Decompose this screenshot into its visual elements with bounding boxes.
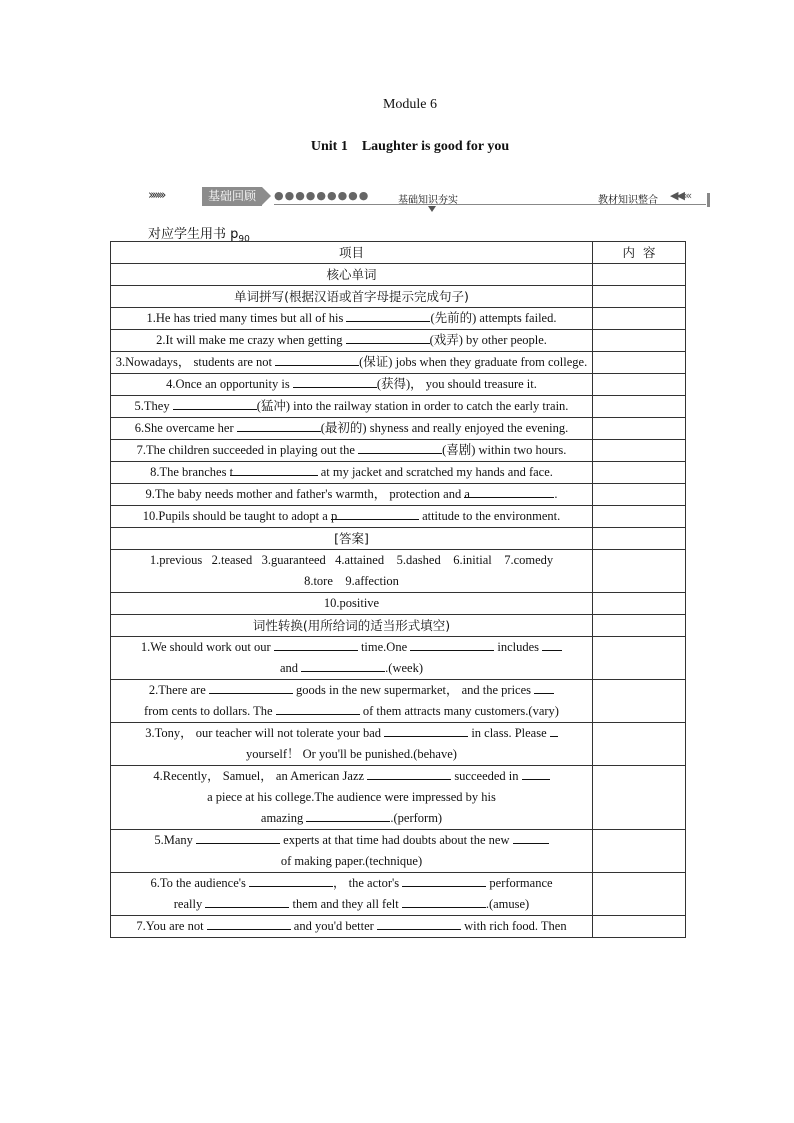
section-row (111, 264, 686, 286)
content-cell[interactable] (593, 374, 686, 396)
chevrons-icon: ››››››› (148, 188, 164, 203)
banner-end-bar (707, 193, 710, 207)
content-cell[interactable] (593, 418, 686, 440)
question-cell: 3.Nowadays， students are not (保证) jobs when they graduate from college. (111, 352, 593, 374)
content-cell[interactable] (593, 352, 686, 374)
question-cell: 2.There are goods in the new supermarket， and the prices from cents to dollars. The of them attracts many customers.(vary) (111, 680, 593, 723)
content-cell[interactable] (593, 830, 686, 873)
content-cell[interactable] (593, 330, 686, 352)
question-cell: 10.Pupils should be taught to adopt a p attitude to the environment. (111, 506, 593, 528)
book-reference: 对应学生用书 $p_{90}$ (148, 227, 250, 245)
table-row (111, 418, 686, 440)
question-cell: 4.Once an opportunity is (获得)， you should treasure it. (111, 374, 593, 396)
table-row (111, 637, 686, 680)
table-row (111, 680, 686, 723)
content-cell[interactable] (593, 916, 686, 938)
module-title: Module 6 (382, 97, 438, 112)
banner-tag: 基础回顾 (202, 187, 262, 206)
question-cell: 6.To the audience's ， the actor's performance really them and they all felt .(amuse) (111, 873, 593, 916)
col-item-header: 项目 (111, 242, 593, 264)
subsection-title: 词性转换(用所给词的适当形式填空) (111, 615, 593, 637)
table-row (111, 308, 686, 330)
col-content-header: 内 容 (593, 242, 686, 264)
table-header-row (111, 242, 686, 264)
triangle-down-icon (428, 206, 436, 212)
content-cell[interactable] (593, 308, 686, 330)
table-row (111, 396, 686, 418)
table-row (111, 766, 686, 830)
question-cell: 6.She overcame her (最初的) shyness and really enjoyed the evening. (111, 418, 593, 440)
table-row (111, 916, 686, 938)
content-cell[interactable] (593, 637, 686, 680)
question-cell: 1.He has tried many times but all of his (先前的) attempts failed. (111, 308, 593, 330)
exercise-table (110, 241, 686, 938)
banner-mid-label: 基础知识夯实 (398, 195, 458, 206)
content-cell[interactable] (593, 396, 686, 418)
section-title: 核心单词 (111, 264, 593, 286)
content-cell[interactable] (593, 440, 686, 462)
table-row (111, 440, 686, 462)
subsection-row (111, 286, 686, 308)
content-cell[interactable] (593, 484, 686, 506)
subsection-row (111, 615, 686, 637)
question-cell: 3.Tony， our teacher will not tolerate your bad in class. Please yourself！ Or you'll be punished.(behave) (111, 723, 593, 766)
question-cell: 8.The branches t at my jacket and scratched my hands and face. (111, 462, 593, 484)
content-cell[interactable] (593, 873, 686, 916)
question-cell: 2.It will make me crazy when getting (戏弄) by other people. (111, 330, 593, 352)
content-cell[interactable] (593, 723, 686, 766)
banner-right-label: 教材知识整合 (598, 195, 658, 206)
content-cell[interactable] (593, 506, 686, 528)
answer-row (111, 550, 686, 593)
unit-title: Unit 1 Laughter is good for you (310, 139, 510, 154)
question-cell: 1.We should work out our time.One includes and .(week) (111, 637, 593, 680)
answer-cell: 10.positive (111, 593, 593, 615)
section-banner (148, 186, 710, 210)
question-cell: 9.The baby needs mother and father's warmth， protection and a . (111, 484, 593, 506)
table-row (111, 330, 686, 352)
answer-label: [答案] (111, 528, 593, 550)
content-cell[interactable] (593, 680, 686, 723)
table-row (111, 352, 686, 374)
question-cell: 7.You are not and you'd better with rich food. Then (111, 916, 593, 938)
table-row (111, 830, 686, 873)
question-cell: 5.Many experts at that time had doubts about the new of making paper.(technique) (111, 830, 593, 873)
answer-cell: 1.previous 2.teased 3.guaranteed 4.attained 5.dashed 6.initial 7.comedy 8.tore 9.affection (111, 550, 593, 593)
question-cell: 5.They (猛冲) into the railway station in order to catch the early train. (111, 396, 593, 418)
content-cell[interactable] (593, 766, 686, 830)
table-row (111, 723, 686, 766)
dots-decoration: ●●●●●●●●● (274, 189, 370, 202)
answer-row (111, 593, 686, 615)
answer-label-row (111, 528, 686, 550)
table-row (111, 462, 686, 484)
subsection-title: 单词拼写(根据汉语或首字母提示完成句子) (111, 286, 593, 308)
table-row (111, 506, 686, 528)
table-row (111, 374, 686, 396)
question-cell: 4.Recently， Samuel， an American Jazz succeeded in a piece at his college.The audience were impressed by his amazing .(perform) (111, 766, 593, 830)
table-row (111, 484, 686, 506)
question-cell: 7.The children succeeded in playing out the (喜剧) within two hours. (111, 440, 593, 462)
arrows-left-icon: ◀◀‹‹‹ (670, 189, 691, 202)
content-cell[interactable] (593, 462, 686, 484)
table-row (111, 873, 686, 916)
